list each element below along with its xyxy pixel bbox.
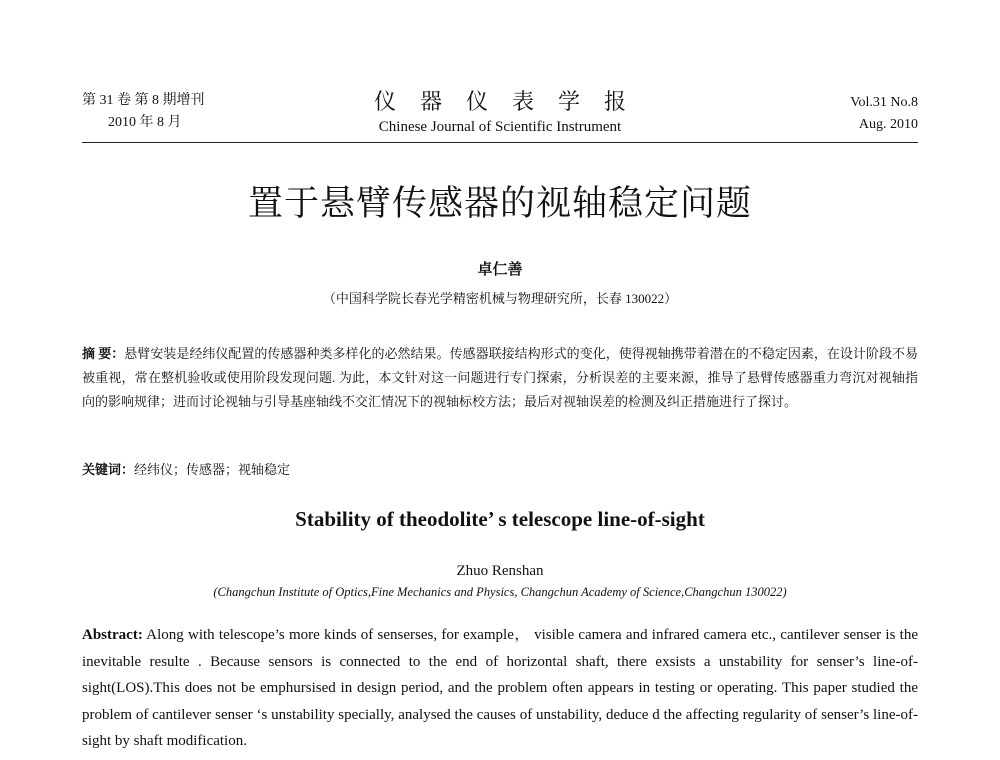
- abstract-en: [82, 622, 918, 755]
- volume-issue: 第 31 卷 第 8 期增刊: [82, 93, 205, 108]
- paper-title-cn: 置于悬臂传感器的视轴稳定问题: [247, 184, 752, 224]
- keywords-cn-text: 经纬仪；传感器；视轴稳定: [134, 462, 291, 477]
- abstract-cn-text: 悬臂安装是经纬仪配置的传感器种类多样化的必然结果。传感器联接结构形式的变化，使得视轴携带着潜在的不稳定因素，在设计阶段不易被重视，常在整机验收或使用阶段发现问题. 为此，本文针对这一问题进行专门探索，分析误差的主要来源，推导了悬臂传感器重力弯沉对视轴指向的影响规律；进而讨论视轴与引导基座轴线不交汇情况下的视轴标校方法；最后对视轴误差的检测及纠正措施进行了探讨。: [82, 346, 918, 409]
- issue-date-en: Aug. 2010: [858, 117, 918, 132]
- abstract-cn-label: 摘 要：: [82, 346, 125, 361]
- abstract-cn: [82, 342, 918, 414]
- keywords-cn: [82, 459, 918, 481]
- paper-title-en: Stability of theodolite’ s telescope line-of-sight: [295, 507, 705, 531]
- author-en: Zhuo Renshan: [456, 563, 544, 579]
- running-header: [82, 90, 918, 140]
- abstract-en-text: Along with telescope’s more kinds of senserses, for example， visible camera and infrared camera etc., cantilever senser is the inevitable resulte . Because sensors is connected to the end of horizontal shaft, there exsists a unstability for senser’s line-of-sight(LOS).This does not be emphursised in design period, and the problem often appears in testing or operating. This paper studied the problem of cantilever senser ‘s unstability specially, analysed the causes of unstability, deduce d the affecting regularity of senser’s line-of-sight by shaft modification.: [82, 627, 918, 749]
- abstract-en-label: Abstract:: [82, 627, 143, 643]
- volume-number-en: Vol.31 No.8: [850, 95, 918, 110]
- journal-name-cn: 仪器仪表学报: [373, 89, 650, 114]
- issue-date-cn: 2010 年 8 月: [108, 115, 182, 130]
- keywords-cn-label: 关键词：: [82, 462, 135, 477]
- volume-info-en: [850, 90, 918, 136]
- journal-name-en: Chinese Journal of Scientific Instrument: [378, 119, 622, 135]
- header-rule: [82, 142, 918, 143]
- affiliation-en: (Changchun Institute of Optics,Fine Mechanics and Physics, Changchun Academy of Science,Changchun 130022): [213, 585, 787, 599]
- journal-name: [82, 90, 918, 138]
- author-cn: 卓仁善: [477, 262, 523, 278]
- affiliation-cn: （中国科学院长春光学精密机械与物理研究所，长春 130022）: [322, 291, 678, 306]
